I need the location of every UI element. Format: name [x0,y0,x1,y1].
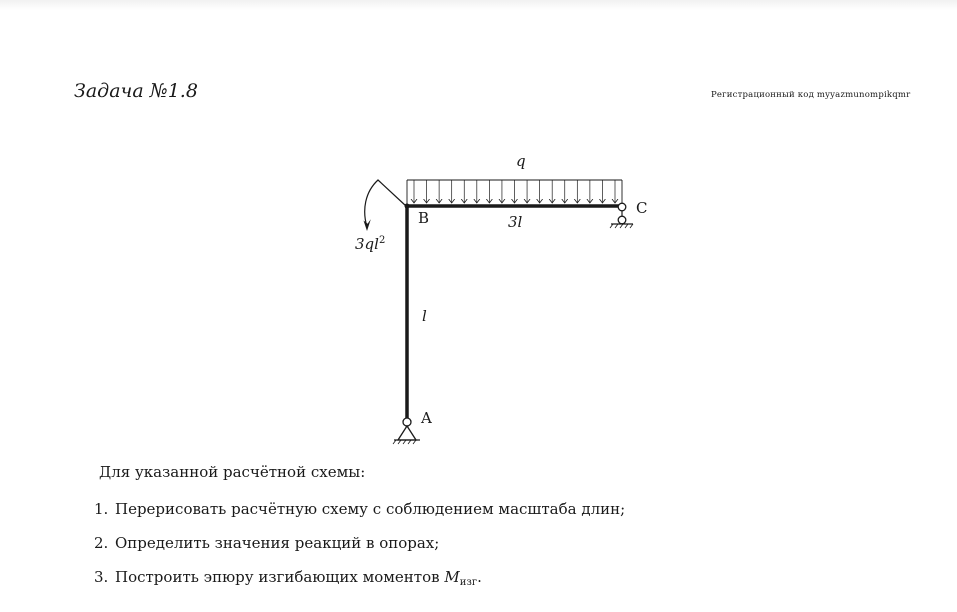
node-label-a: A [421,409,432,427]
registration-code: Регистрационный код myyazmunompikqmr [711,90,911,100]
node-label-b: B [418,209,430,227]
problem-title: Задача №1.8 [74,80,198,102]
moment-arrowhead [364,219,371,231]
node-label-c: C [636,199,648,217]
task-item-2 [94,534,625,568]
distributed-load [407,180,622,205]
task-text: Перерисовать расчётную схему с соблюдением масштаба длин; [115,500,626,518]
task-text: Построить эпюру изгибающих моментов [115,568,445,586]
task-item-1 [94,500,625,534]
moment-label: $3ql^2$ [355,235,386,253]
column-length-label: l [422,307,427,325]
task-tail: . [477,568,482,586]
load-label: q [516,152,526,170]
task-intro: Для указанной расчётной схемы: [99,463,366,481]
pin-support-a [393,418,420,444]
task-item-3 [94,568,625,602]
moment-symbol: M [444,568,460,586]
beam-length-label: 3l [508,213,523,231]
task-number: 3. [94,568,109,586]
task-text: Определить значения реакций в опорах; [115,534,440,552]
task-number: 1. [94,500,109,518]
moment-subscript: изг [459,577,478,588]
task-number: 2. [94,534,109,552]
moment-arrow [365,180,406,227]
task-list [94,500,625,602]
